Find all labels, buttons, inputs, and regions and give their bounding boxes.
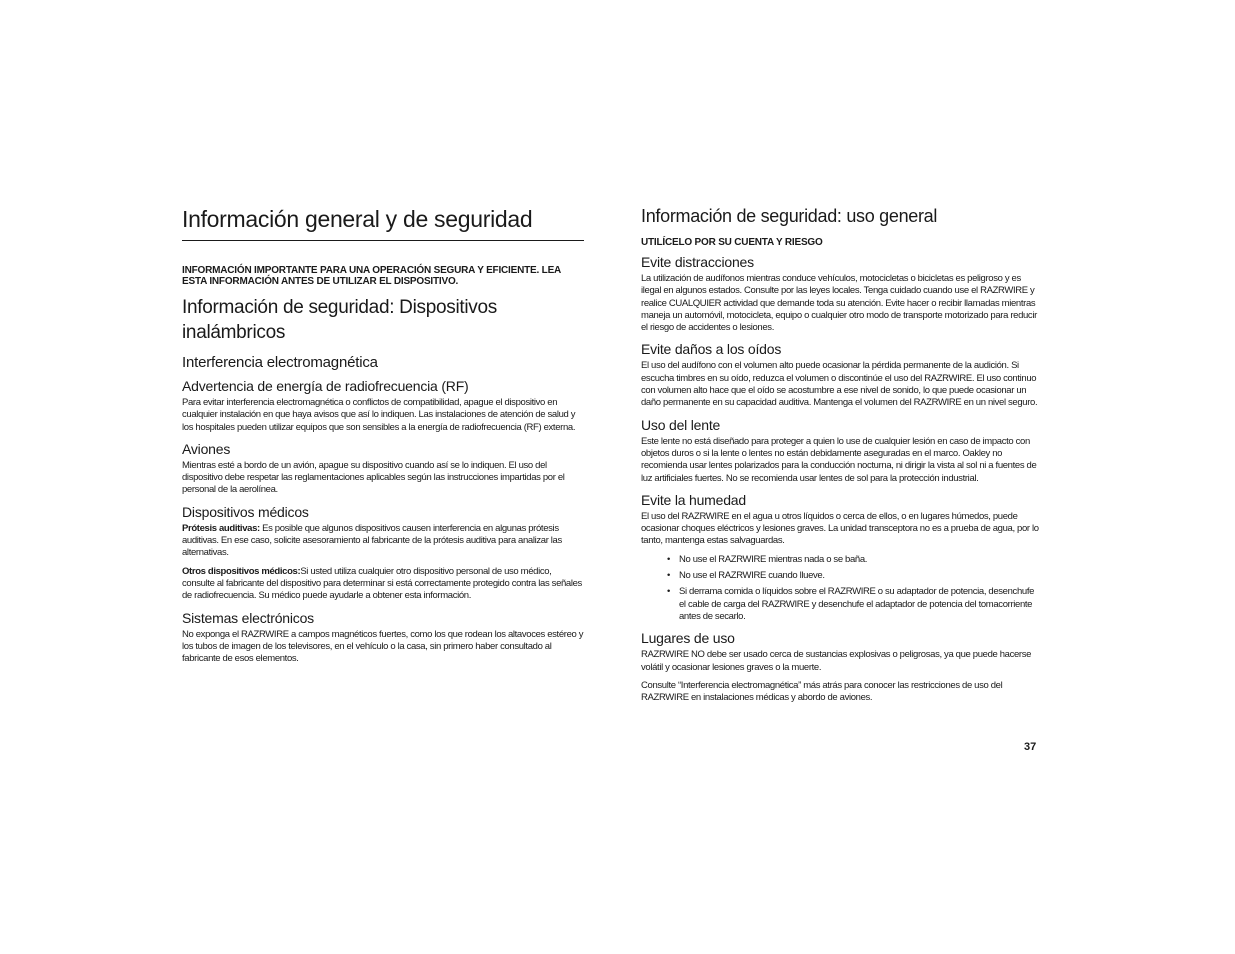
hearing-aids-text: Es posible que algunos dispositivos causen interferencia en algunas prótesis auditivas. En ese caso, solicite asesoramiento al fabricante de la prótesis auditiva para analizar las alternativas. xyxy=(182,522,562,559)
list-item xyxy=(667,553,1041,566)
bullet-text: Si derrama comida o líquidos sobre el RAZRWIRE o su adaptador de potencia, desenchufe el cable de carga del RAZRWIRE y desenchufe el adaptador de potencia del tomacorriente antes de secarlo. xyxy=(679,586,1035,622)
airplanes-heading: Aviones xyxy=(182,440,231,457)
distractions-heading: Evite distracciones xyxy=(641,254,754,270)
other-medical-paragraph xyxy=(182,566,584,603)
bullet-icon: • xyxy=(667,586,670,598)
humidity-bullet-list xyxy=(641,554,1041,623)
places-of-use-text: RAZRWIRE NO debe ser usado cerca de sustancias explosivas o peligrosas, ya que puede hacerse volátil y ocasionar lesiones graves o la muerte. xyxy=(641,649,1032,673)
electronic-systems-heading: Sistemas electrónicos xyxy=(182,609,314,626)
page-title: Información general y de seguridad xyxy=(182,206,533,232)
important-notice: INFORMACIÓN IMPORTANTE PARA UNA OPERACIÓN SEGURA Y EFICIENTE. LEA ESTA INFORMACIÓN ANTES DE UTILIZAR EL DISPOSITIVO. xyxy=(182,265,561,287)
electronic-systems-text: No exponga el RAZRWIRE a campos magnéticos fuertes, como los que rodean los altavoces estéreo y los tubos de imagen de los televisores, en el vehículo o la casa, sin primero haber consultado al fabricante de esos elementos. xyxy=(182,628,584,665)
humidity-heading: Evite la humedad xyxy=(641,491,746,508)
airplanes-text: Mientras esté a bordo de un avión, apague su dispositivo cuando así se lo indiquen. El uso del dispositivo debe respetar las reglamentaciones aplicables según las instrucciones impartidas por el personal de la aerolínea. xyxy=(182,459,565,496)
list-item xyxy=(667,570,1041,582)
left-column xyxy=(182,200,584,671)
page-number: 37 xyxy=(1024,741,1037,753)
bullet-icon: • xyxy=(667,570,670,582)
ear-damage-heading: Evite daños a los oídos xyxy=(641,341,782,358)
title-rule xyxy=(182,240,584,241)
bullet-text: No use el RAZRWIRE cuando llueve. xyxy=(679,570,825,582)
ear-damage-text: El uso del audífono con el volumen alto puede ocasionar la pérdida permanente de la audición. Si escucha timbres en su oído, reduzca el volumen o discontinúe el uso del RAZRWIRE. El uso continuo con volumen alto hace que el oído se acostumbre a ese nivel de sonido, lo que puede ocasionar un daño permanente en su capacidad auditiva. Mantenga el volumen del RAZRWIRE en un nivel seguro. xyxy=(641,360,1038,409)
lens-use-text: Este lente no está diseñado para proteger a quien lo use de cualquier lesión en caso de impacto con objetos duros o si la lente o lentes no están debidamente aseguradas en el marco. Oakley no recomienda usar lentes polarizados para la conducción nocturna, ni dirigir la vista al sol ni a fuentes de luz artificiales fuertes. No se recomienda usar lentes de sol para la protección industrial. xyxy=(641,435,1037,484)
risk-notice: UTILÍCELO POR SU CUENTA Y RIESGO xyxy=(641,237,823,248)
hearing-aids-paragraph xyxy=(182,523,584,560)
distractions-text: La utilización de audífonos mientras conduce vehículos, motocicletas o bicicletas es peligroso y es ilegal en algunos estados. Consulte por las leyes locales. Tenga cuidado cuando use el RAZRWIRE y realice CUALQUIER actividad que demande toda su atención. Evite hacer o recibir llamadas mientras maneja un automóvil, motocicleta, equipo o cualquier otro modo de transporte motorizado para reducir el riesgo de accidentes o lesiones. xyxy=(641,273,1037,334)
other-medical-lead: Otros dispositivos médicos: xyxy=(182,565,301,577)
list-item xyxy=(667,586,1041,623)
bullet-text: No use el RAZRWIRE mientras nada o se baña. xyxy=(679,553,868,565)
lens-use-heading: Uso del lente xyxy=(641,416,721,433)
general-use-heading: Información de seguridad: uso general xyxy=(641,206,938,226)
rf-warning-heading: Advertencia de energía de radiofrecuencia (RF) xyxy=(182,378,469,394)
wireless-safety-heading: Información de seguridad: Dispositivos inalámbricos xyxy=(182,297,497,343)
medical-devices-heading: Dispositivos médicos xyxy=(182,503,309,520)
humidity-text: El uso del RAZRWIRE en el agua u otros líquidos o cerca de ellos, o en lugares húmedos, puede ocasionar choques eléctricos y lesiones graves. La unidad transceptora no es a prueba de agua, por lo tanto, mantenga estas salvaguardas. xyxy=(641,510,1039,547)
rf-warning-text: Para evitar interferencia electromagnética o conflictos de compatibilidad, apague el dispositivo en cualquier instalación en que haya avisos que así lo indiquen. Las instalaciones de atención de salud y los hospitales pueden utilizar equipos que son sensibles a la energía de radiofrecuencia (RF) externa. xyxy=(182,397,576,433)
bullet-icon: • xyxy=(667,553,670,565)
places-of-use-heading: Lugares de uso xyxy=(641,630,735,647)
hearing-aids-lead: Prótesis auditivas: xyxy=(182,522,260,534)
other-medical-text: Si usted utiliza cualquier otro dispositivo personal de uso médico, consulte al fabricante del dispositivo para determinar si está correctamente protegido contra las señales de radiofrecuencia. Su médico puede ayudarle a obtener esta información. xyxy=(182,565,582,602)
emi-heading: Interferencia electromagnética xyxy=(182,354,378,371)
places-of-use-reference: Consulte “Interferencia electromagnética” más atrás para conocer las restricciones de uso del RAZRWIRE en instalaciones médicas y abordo de aviones. xyxy=(641,679,1003,704)
right-column xyxy=(641,200,1041,710)
